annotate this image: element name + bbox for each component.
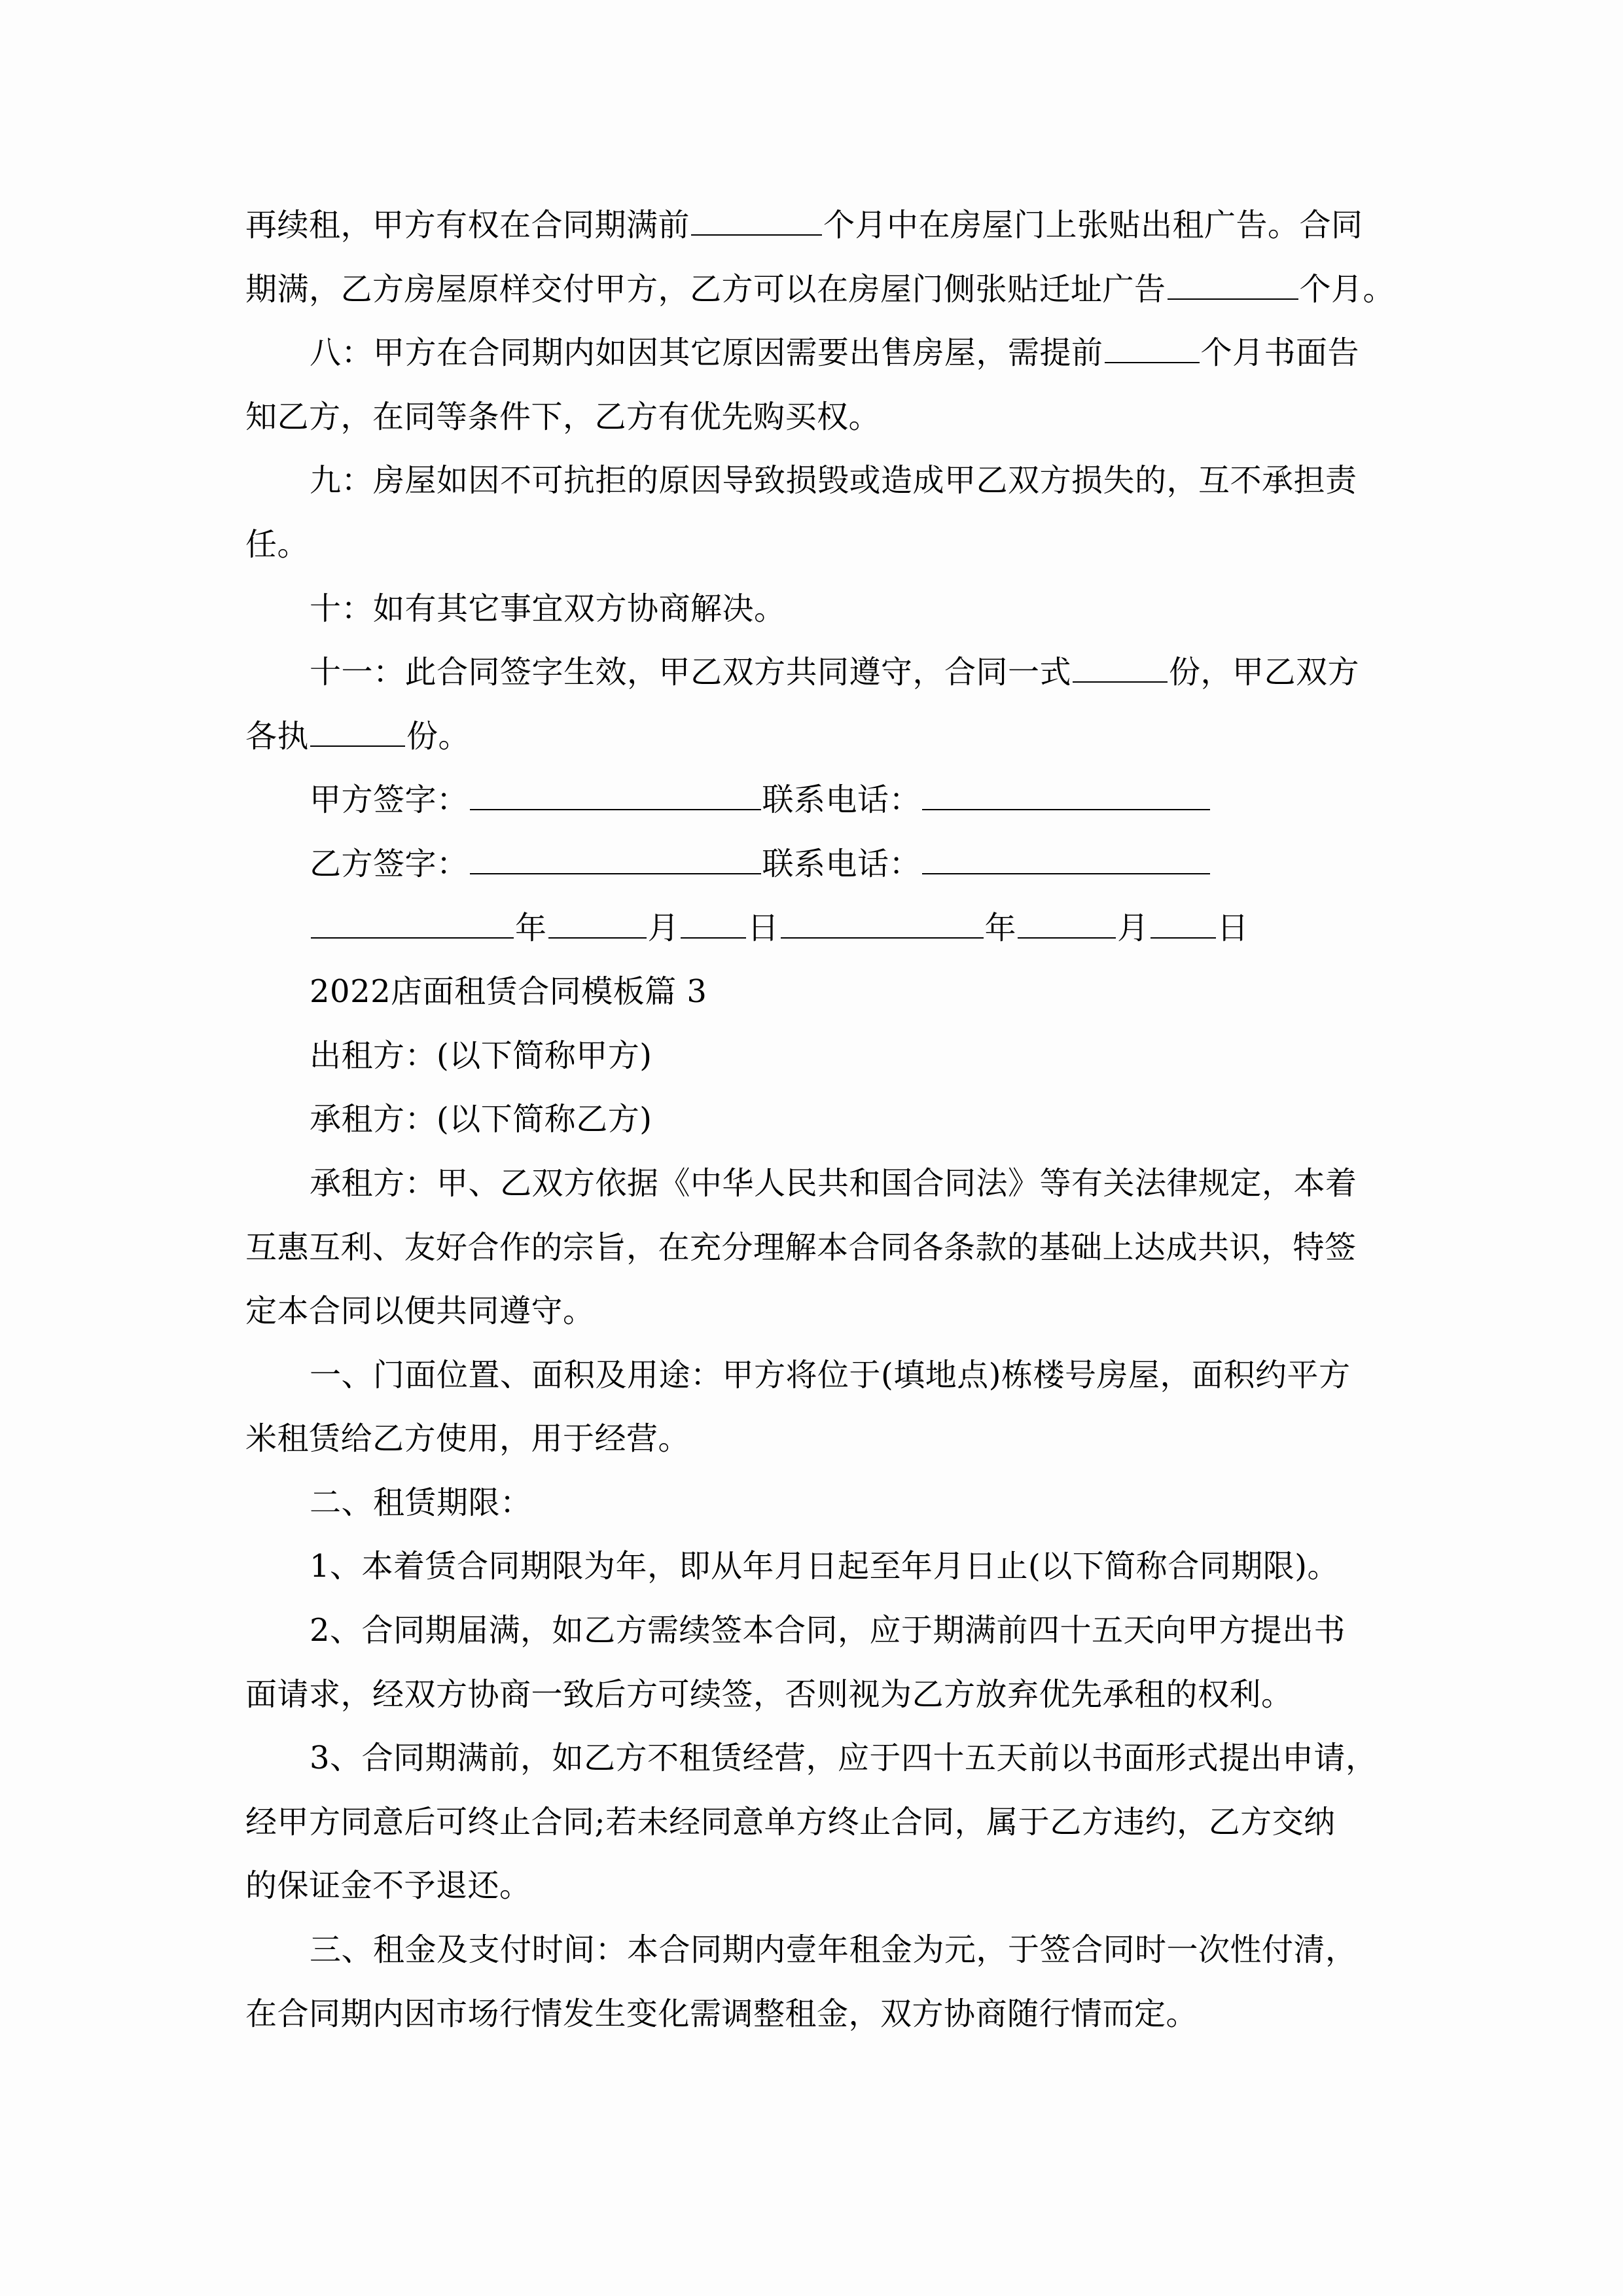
clause-10 [245,577,1381,641]
party-b-year-field[interactable] [781,911,984,939]
text: 期满，乙方房屋原样交付甲方，乙方可以在房屋门侧张贴迁址广告 [245,270,1166,308]
fill-in-blank-months[interactable] [1168,272,1298,300]
section-title-text: 2022店面租赁合同模板篇 3 [310,973,707,1011]
lessor-text: 出租方：(以下简称甲方) [310,1037,652,1074]
signature-row-party-a [245,768,1381,833]
paragraph-location [245,1344,1381,1471]
paragraph-line: 3、合同期满前，如乙方不租赁经营，应于四十五天前以书面形式提出申请， [310,1740,1378,1777]
party-a-year-field[interactable] [311,911,514,939]
party-a-phone-field[interactable] [922,783,1210,810]
fill-in-blank-months[interactable] [1105,336,1200,363]
lessor-line [245,1024,1381,1088]
text: 个月书面告 [1200,334,1360,372]
year-label: 年 [984,909,1017,946]
paragraph-line: 在合同期内因市场行情发生变化需调整租金，双方协商随行情而定。 [245,1995,1198,2032]
party-b-phone-field[interactable] [922,847,1210,874]
text-line [245,513,1381,577]
day-label: 日 [747,909,779,946]
text: 再续租，甲方有权在合同期满前 [245,207,690,243]
paragraph-line: 承租方：甲、乙双方依据《中华人民共和国合同法》等有关法律规定，本着 [310,1164,1357,1202]
party-a-signature-field[interactable] [470,783,761,810]
text: 任。 [245,526,310,563]
text-line [245,386,1381,450]
text: 十：如有其它事宜双方协商解决。 [310,590,786,627]
text-line [245,258,1395,322]
text: 个月。 [1299,270,1395,308]
paragraph-line: 2、合同期届满，如乙方需续签本合同，应于期满前四十五天向甲方提出书 [310,1612,1346,1649]
paragraph-term-3 [245,1727,1381,1918]
paragraph-line: 定本合同以便共同遵守。 [245,1293,595,1330]
text: 知乙方，在同等条件下，乙方有优先购买权。 [245,398,881,435]
text: 八：甲方在合同期内如因其它原因需要出售房屋，需提前 [310,334,1103,372]
party-b-month-field[interactable] [1018,911,1116,939]
signature-row-party-b [245,833,1381,897]
lessee-text: 承租方：(以下简称乙方) [310,1101,652,1138]
paragraph-lease-term-heading [245,1471,1381,1535]
lessee-line [245,1088,1381,1152]
text: 个月中在房屋门上张贴出租广告。合同 [823,207,1363,243]
party-a-signature-label: 甲方签字： [310,781,469,819]
paragraph-rent-payment [245,1918,1381,2046]
paragraph-line: 1、本着赁合同期限为年，即从年月日起至年月日止(以下简称合同期限)。 [310,1548,1339,1585]
paragraph-line: 米租赁给乙方使用，用于经营。 [245,1420,690,1458]
party-a-month-field[interactable] [548,911,647,939]
clause-9 [245,449,1381,513]
phone-label: 联系电话： [762,781,921,819]
document-page [245,194,1395,2046]
fill-in-blank-months[interactable] [691,208,822,236]
text-line [245,194,1381,258]
text: 九：房屋如因不可抗拒的原因导致损毁或造成甲乙双方损失的，互不承担责 [310,462,1357,499]
phone-label: 联系电话： [762,845,921,882]
paragraph-line: 的保证金不予退还。 [245,1867,531,1905]
paragraph-line: 互惠互利、友好合作的宗旨，在充分理解本合同各条款的基础上达成共识，特签 [245,1229,1357,1266]
text: 各执 [245,717,310,755]
year-label: 年 [515,909,547,946]
paragraph-term-1 [245,1535,1381,1599]
clause-11 [245,641,1381,705]
text: 份。 [406,717,471,755]
paragraph-preamble [245,1152,1381,1344]
party-a-day-field[interactable] [681,911,746,939]
party-b-day-field[interactable] [1150,911,1216,939]
paragraph-line: 三、租金及支付时间：本合同期内壹年租金为元，于签合同时一次性付清， [310,1931,1357,1969]
paragraph-line: 一、门面位置、面积及用途：甲方将位于(填地点)栋楼号房屋，面积约平方 [310,1356,1351,1393]
text: 份，甲乙双方 [1169,654,1360,691]
date-row [245,897,1381,961]
fill-in-blank-copies[interactable] [310,719,405,747]
paragraph-line: 二、租赁期限： [310,1484,532,1521]
section-title [245,960,1381,1024]
month-label: 月 [647,909,680,946]
paragraph-term-2 [245,1599,1381,1727]
paragraph-line: 经甲方同意后可终止合同;若未经同意单方终止合同，属于乙方违约，乙方交纳 [245,1803,1336,1840]
party-b-signature-field[interactable] [470,847,761,874]
fill-in-blank-copies[interactable] [1073,655,1168,683]
day-label: 日 [1217,909,1249,946]
party-b-signature-label: 乙方签字： [310,845,469,882]
text: 十一：此合同签字生效，甲乙双方共同遵守，合同一式 [310,654,1072,691]
text-line [245,705,1381,769]
clause-8 [245,321,1381,386]
month-label: 月 [1117,909,1149,946]
paragraph-line: 面请求，经双方协商一致后方可续签，否则视为乙方放弃优先承租的权利。 [245,1676,1293,1713]
